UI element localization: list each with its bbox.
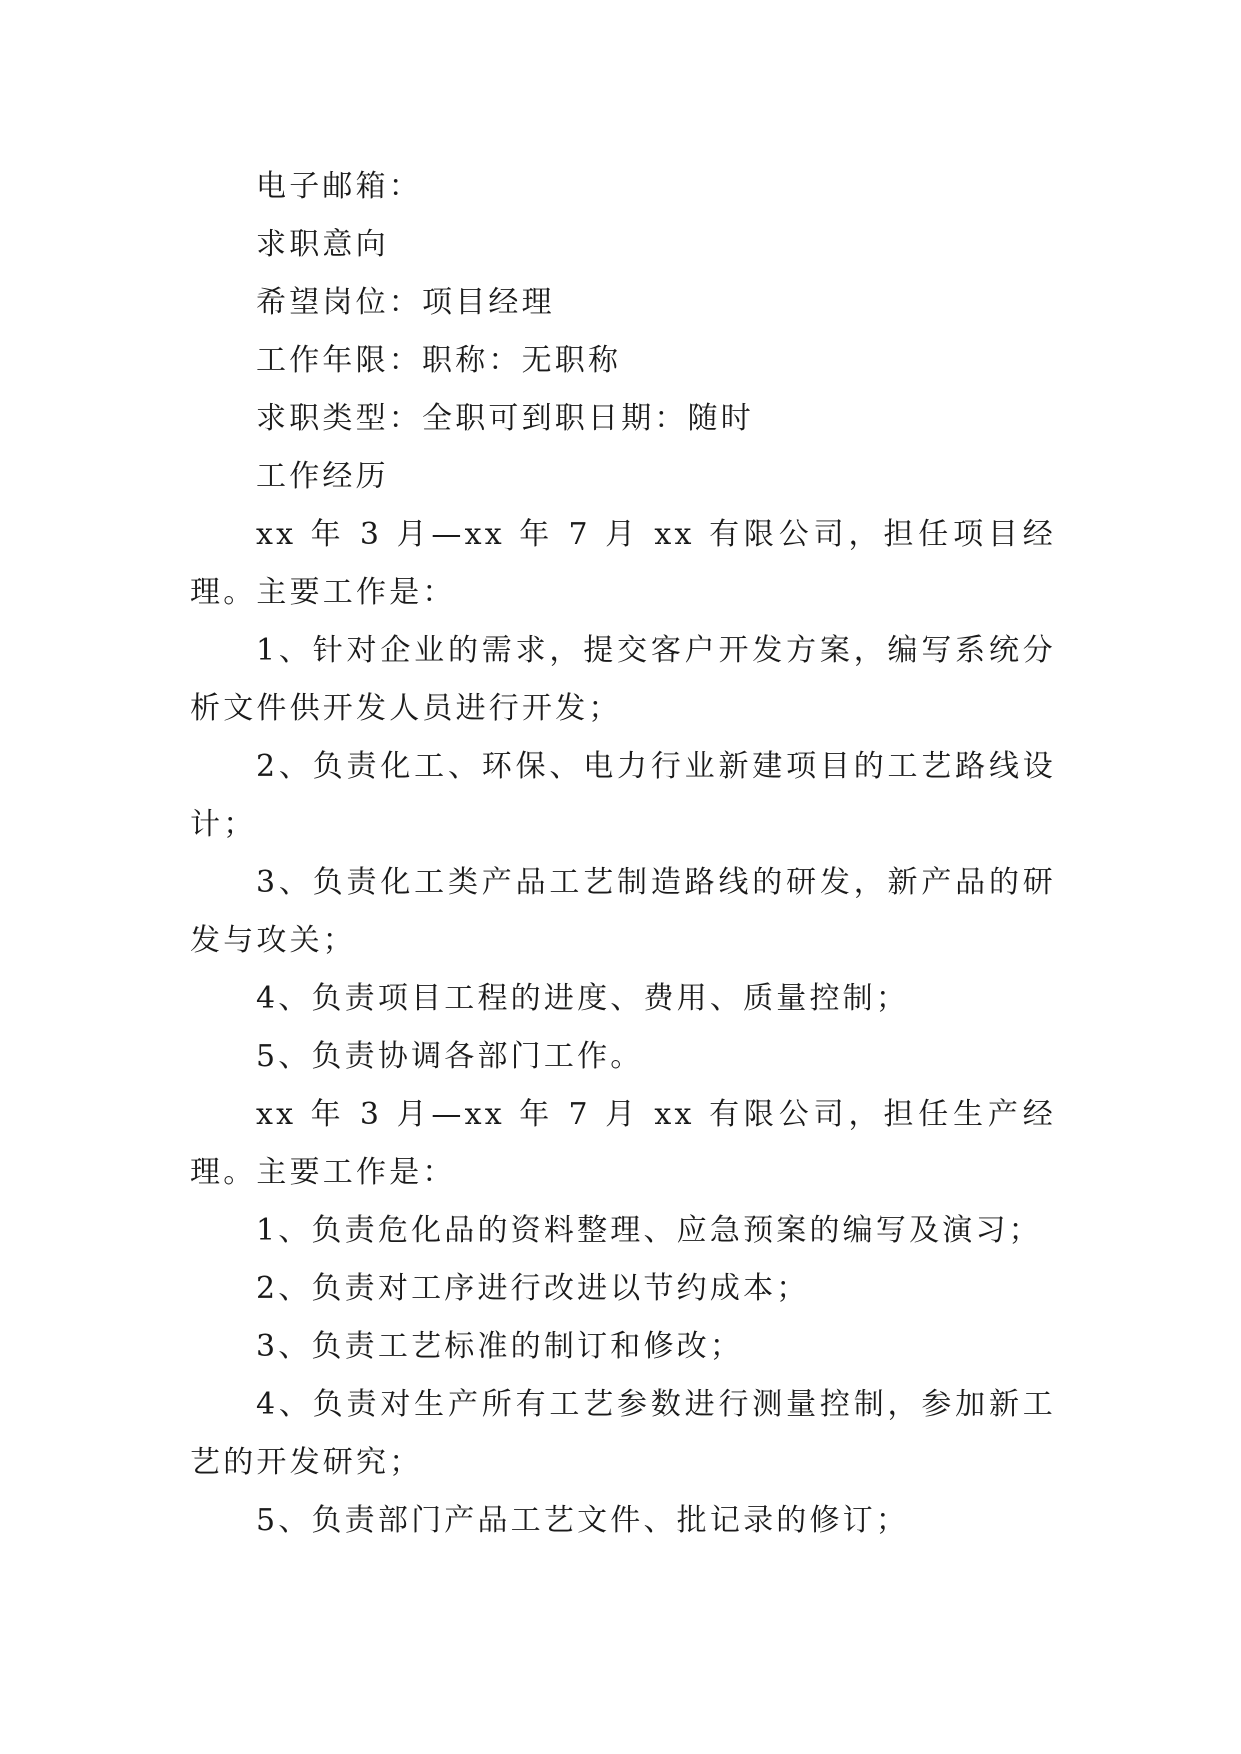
job-2-duty-3: 3、负责工艺标准的制订和修改； <box>256 1329 744 1364</box>
job-type-availability-line: 求职类型：全职可到职日期：随时 <box>256 401 754 436</box>
desired-position-line: 希望岗位：项目经理 <box>256 285 555 320</box>
document-body <box>190 158 1056 1550</box>
job-1-summary: xx 年 3 月—xx 年 7 月 xx 有限公司，担任项目经理。主要工作是： <box>190 517 1056 610</box>
job-1-duty-4: 4、负责项目工程的进度、费用、质量控制； <box>256 981 910 1016</box>
job-2-summary: xx 年 3 月—xx 年 7 月 xx 有限公司，担任生产经理。主要工作是： <box>190 1097 1056 1190</box>
email-line: 电子邮箱： <box>256 169 422 204</box>
job-2-duty-4: 4、负责对生产所有工艺参数进行测量控制，参加新工艺的开发研究； <box>190 1387 1056 1480</box>
work-experience-heading: 工作经历 <box>256 459 389 494</box>
job-2-duty-1: 1、负责危化品的资料整理、应急预案的编写及演习； <box>256 1213 1042 1248</box>
job-1-duty-5: 5、负责协调各部门工作。 <box>256 1039 644 1074</box>
job-1-duty-3: 3、负责化工类产品工艺制造路线的研发，新产品的研发与攻关； <box>190 865 1056 958</box>
job-2-duty-2: 2、负责对工序进行改进以节约成本； <box>256 1271 810 1306</box>
job-2-duty-5: 5、负责部门产品工艺文件、批记录的修订； <box>256 1503 910 1538</box>
job-1-duty-2: 2、负责化工、环保、电力行业新建项目的工艺路线设计； <box>190 749 1056 842</box>
work-years-title-line: 工作年限：职称：无职称 <box>256 343 622 378</box>
job-intention-heading: 求职意向 <box>256 227 389 262</box>
job-1-duty-1: 1、针对企业的需求，提交客户开发方案，编写系统分析文件供开发人员进行开发； <box>190 633 1056 726</box>
